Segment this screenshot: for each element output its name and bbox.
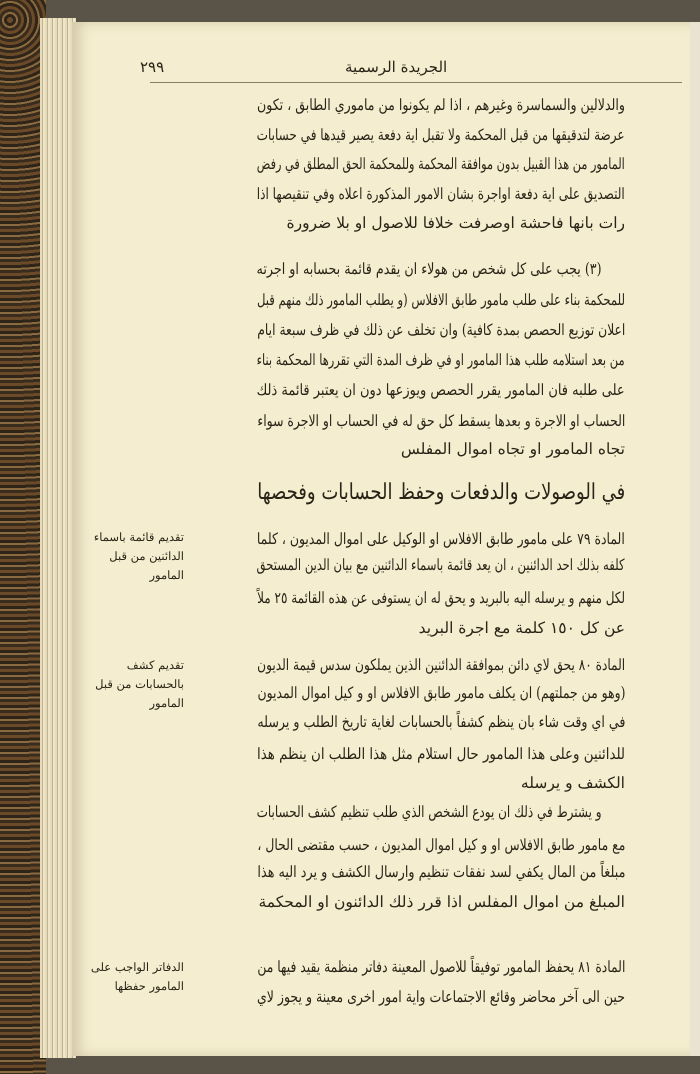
text-line <box>257 530 625 548</box>
text-line <box>257 185 625 203</box>
text-line <box>257 321 625 339</box>
page-right-edge <box>690 22 700 1056</box>
section-heading-wrap <box>257 480 625 505</box>
text-line <box>257 589 625 607</box>
text-line-content: المادة ٨٠ يحق لاي دائن بموافقة الدائنين الذين يملكون سدس قيمة الديون <box>257 656 625 674</box>
text-line <box>257 440 625 458</box>
margin-note-79: تقديم قائمة باسماء الدائنين من قبل المامور <box>93 530 184 582</box>
text-line <box>257 836 625 854</box>
text-line <box>257 893 625 911</box>
text-line-content: المادة ٨١ يحفظ المامور توفيقاً للاصول المعينة دفاتر منظمة يقيد فيها من <box>256 958 625 976</box>
text-line <box>257 656 625 674</box>
text-line-content: المادة ٧٩ على مامور طابق الافلاس او الوكيل على اموال المديون ، كلما <box>257 530 625 548</box>
running-header: الجريدة الرسمية <box>345 58 448 76</box>
text-line-content: للدائنين وعلى هذا المامور حال استلام مثل هذا الطلب ان ينظم هذا <box>257 745 625 763</box>
text-line <box>257 291 625 309</box>
text-line-content: لكل منهم و يرسله اليه بالبريد و يحق له ان يستوفى عن هذه القائمة ٢٥ ملاً <box>257 589 625 607</box>
text-line <box>257 260 602 278</box>
margin-note-81: الدفاتر الواجب على المامور حفظها <box>90 960 184 993</box>
text-line <box>257 803 602 821</box>
page-edges <box>40 18 76 1058</box>
text-line <box>257 96 625 114</box>
text-line <box>257 958 625 976</box>
text-line-content: مع مامور طابق الافلاس او و كيل اموال المديون ، حسب مقتضى الحال ، <box>257 836 625 854</box>
text-line-content: عرضة لتدقيقها من قبل المحكمة ولا تقبل اية دفعة يصير قيدها في حسابات <box>257 126 625 144</box>
text-line <box>257 684 625 702</box>
text-line <box>257 988 625 1006</box>
text-line-content: (وهو من جملتهم) ان يكلف مامور طابق الافلاس او و كيل اموال المديون <box>257 684 625 702</box>
text-line-content: عن كل ١٥٠ كلمة مع اجرة البريد <box>418 619 625 637</box>
text-line-content: الحساب او الاجرة و بعدها يسقط كل حق له في الحساب او الاجرة سواء <box>256 412 625 430</box>
text-line <box>257 863 625 881</box>
text-line-content: مبلغاً من المال يكفي لسد نفقات تنظيم وارسال الكشف و يرد اليه هذا <box>256 863 625 881</box>
text-line-content: رات بانها فاحشة اوصرفت خلافا للاصول او بلا ضرورة <box>286 214 625 232</box>
text-line <box>257 774 625 792</box>
text-line <box>257 713 625 731</box>
text-line <box>257 214 625 232</box>
text-line-content: كلفه بذلك احد الدائنين ، ان يعد قائمة باسماء الدائنين مع بيان الدين المستحق <box>256 556 625 574</box>
section-heading: في الوصولات والدفعات وحفظ الحسابات وفحصها <box>257 480 625 505</box>
text-line-content: و يشترط في ذلك ان يودع الشخص الذي طلب تنظيم كشف الحسابات <box>256 803 602 821</box>
text-line <box>257 412 625 430</box>
text-line-content: حين الى آخر محاضر وقائع الاجتماعات واية امور اخرى معينة و يجوز لاي <box>256 988 625 1006</box>
page-number: ٢٩٩ <box>140 58 165 76</box>
text-line-content: على طلبه فان المامور يقرر الحصص ويوزعها دون ان يعتبر قائمة ذلك <box>257 381 625 399</box>
text-line <box>257 745 625 763</box>
text-line-content: للمحكمة بناء على طلب مامور طابق الافلاس (و يطلب المامور ذلك منهم قبل <box>257 291 625 309</box>
text-line <box>257 556 625 574</box>
text-line <box>257 381 625 399</box>
text-line <box>257 155 625 173</box>
header-rule <box>150 82 682 83</box>
text-line-content: والدلالين والسماسرة وغيرهم ، اذا لم يكونوا من ماموري الطابق ، تكون <box>256 96 625 114</box>
text-line-content: المامور من هذا القبيل بدون موافقة المحكمة وللمحكمة الحق المطلق في رفض <box>256 155 625 173</box>
text-line-content: من بعد استلامه طلب هذا المامور او في ظرف المدة التي تقررها المحكمة بناء <box>256 351 625 369</box>
text-line-content: المبلغ من اموال المفلس اذا قرر ذلك الدائنون او المحكمة <box>258 893 625 911</box>
text-line-content: في اي وقت شاء بان ينظم كشفاً بالحسابات لغاية تاريخ الطلب و يرسله <box>257 713 625 731</box>
text-line-content: الكشف و يرسله <box>520 774 625 792</box>
text-line <box>257 619 625 637</box>
text-line-content: التصديق على اية دفعة اواجرة بشان الامور المذكورة اعلاه وفي تنقيصها اذا <box>256 185 625 203</box>
text-line-content: (٣) يجب على كل شخص من هولاء ان يقدم قائمة بحسابه او اجرته <box>256 260 602 278</box>
text-line <box>257 126 625 144</box>
text-line-content: تجاه المامور او تجاه اموال المفلس <box>400 440 625 458</box>
text-line <box>257 351 625 369</box>
margin-note-80: تقديم كشف بالحسابات من قبل المامور <box>95 658 184 710</box>
text-line-content: اعلان توزيع الحصص بمدة كافية) وان تخلف عن ذلك في ظرف سبعة ايام <box>256 321 625 339</box>
